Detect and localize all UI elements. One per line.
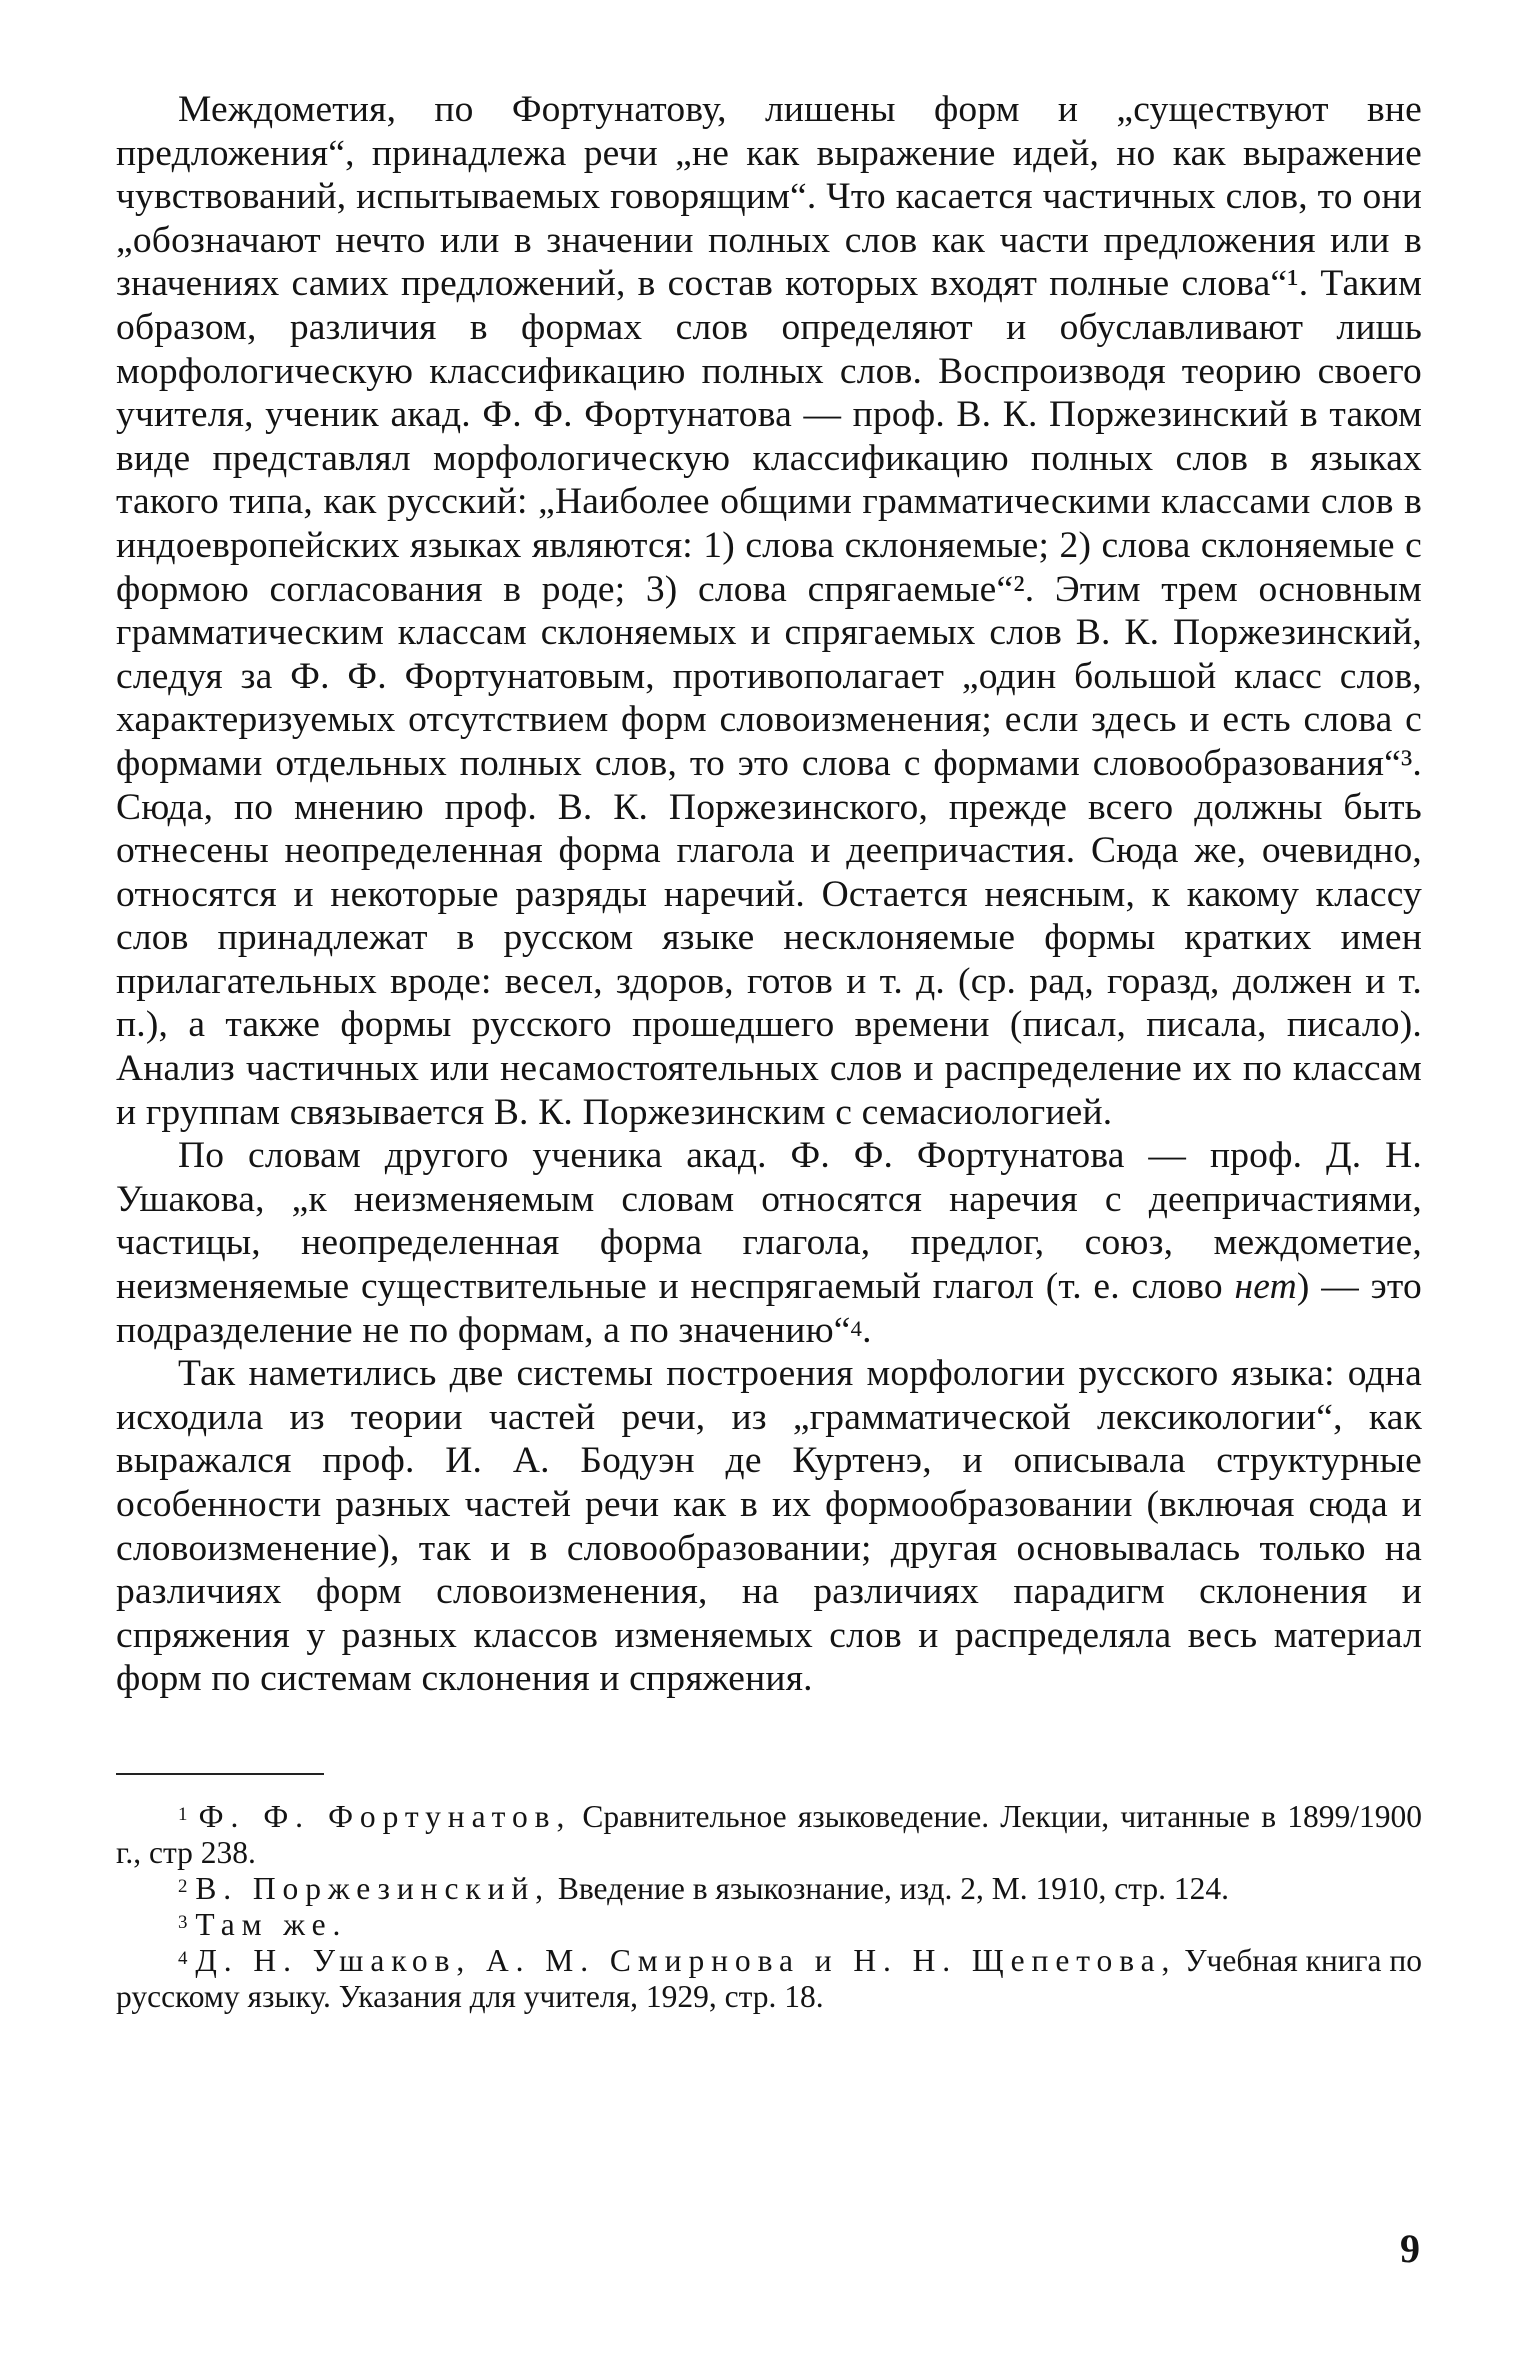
footnote-text: Введение в языкознание, изд. 2, М. 1910, стр. 124. — [549, 1870, 1229, 1906]
footnote-text: Сравнительное языковедение. Лекции, читанные в 1899/1900 г., стр 238. — [116, 1798, 1422, 1870]
footnote-author: Д. Н. Ушаков, А. М. Смирнова и Н. Н. Щепетова, — [195, 1942, 1177, 1978]
footnote-mark: 1 — [178, 1803, 188, 1825]
footnote-1 — [116, 1799, 1422, 1871]
footnote-author: В. Поржезинский, — [195, 1870, 550, 1906]
paragraph-2-italic-word: нет — [1234, 1266, 1297, 1308]
footnote-4 — [116, 1943, 1422, 2015]
footnote-text: Учебная книга по русскому языку. Указания для учителя, 1929, стр. 18. — [116, 1942, 1422, 2014]
footnote-divider — [116, 1773, 324, 1775]
footnote-mark: 3 — [178, 1911, 188, 1933]
paragraph-1: Междометия, по Фортунатову, лишены форм и „существуют вне предложения“, принадлежа речи „не как выражение идей, но как выражение чувствований, испытываемых говорящим“. Что касается частичных слов, то они „обозначают нечто или в значении полных слов как части предложения или в значениях самих предложений, в состав которых входят полные слова“¹. Таким образом, различия в формах слов определяют и обуславливают лишь морфологическую классификацию полных слов. Воспроизводя теорию своего учителя, ученик акад. Ф. Ф. Фортунатова — проф. В. К. Поржезинский в таком виде представлял морфологическую классификацию полных слов в языках такого типа, как русский: „Наиболее общими грамматическими классами слов в индоевропейских языках являются: 1) слова склоняемые; 2) слова склоняемые с формою согласования в роде; 3) слова спрягаемые“². Этим трем основным грамматическим классам склоняемых и спрягаемых слов В. К. Поржезинский, следуя за Ф. Ф. Фортунатовым, противополагает „один большой класс слов, характеризуемых отсутствием форм словоизменения; если здесь и есть слова с формами отдельных полных слов, то это слова с формами словообразования“³. Сюда, по мнению проф. В. К. Поржезинского, прежде всего должны быть отнесены неопределенная форма глагола и деепричастия. Сюда же, очевидно, относятся и некоторые разряды наречий. Остается неясным, к какому классу слов принадлежат в русском языке несклоняемые формы кратких имен прилагательных вроде: весел, здоров, готов и т. д. (ср. рад, горазд, должен и т. п.), а также формы русского прошедшего времени (писал, писала, писало). Анализ частичных или несамостоятельных слов и распределение их по классам и группам связывается В. К. Поржезинским с семасиологией. — [116, 89, 1422, 1133]
paragraph-3: Так наметились две системы построения морфологии русского языка: одна исходила из теории частей речи, из „грамматической лексикологии“, как выражался проф. И. А. Бодуэн де Куртенэ, и описывала структурные особенности разных частей речи как в их формообразовании (включая сюда и словоизменение), так и в словообразовании; другая основывалась только на различиях форм словоизменения, на различиях парадигм склонения и спряжения у разных классов изменяемых слов и распределяла весь материал форм по системам склонения и спряжения. — [116, 1353, 1422, 1700]
footnote-author: Там же. — [195, 1906, 348, 1942]
footnote-2 — [116, 1871, 1422, 1907]
footnote-mark: 2 — [178, 1875, 188, 1897]
footnote-3 — [116, 1907, 1422, 1943]
paragraph-2-text: По словам другого ученика акад. Ф. Ф. Фортунатова — проф. Д. Н. Ушакова, „к неизменяемым словам относятся наречия с деепричастиями, частицы, неопределенная форма глагола, предлог, союз, междометие, неизменяемые существительные и неспрягаемый глагол (т. е. слово — [116, 1135, 1422, 1308]
footnote-author: Ф. Ф. Фортунатов, — [198, 1798, 572, 1834]
footnote-mark: 4 — [178, 1947, 188, 1969]
main-text — [116, 88, 1422, 1701]
footnote-ref-4: 4 — [850, 1315, 863, 1341]
footnotes — [116, 1799, 1422, 2015]
paragraph-2-end: . — [862, 1309, 872, 1351]
page-content — [116, 88, 1422, 2015]
paragraph-2 — [116, 1134, 1422, 1352]
page-number: 9 — [1400, 2226, 1420, 2271]
paragraph-2-text-after: ) — это подразделение не по формам, а по значению“ — [116, 1266, 1422, 1351]
